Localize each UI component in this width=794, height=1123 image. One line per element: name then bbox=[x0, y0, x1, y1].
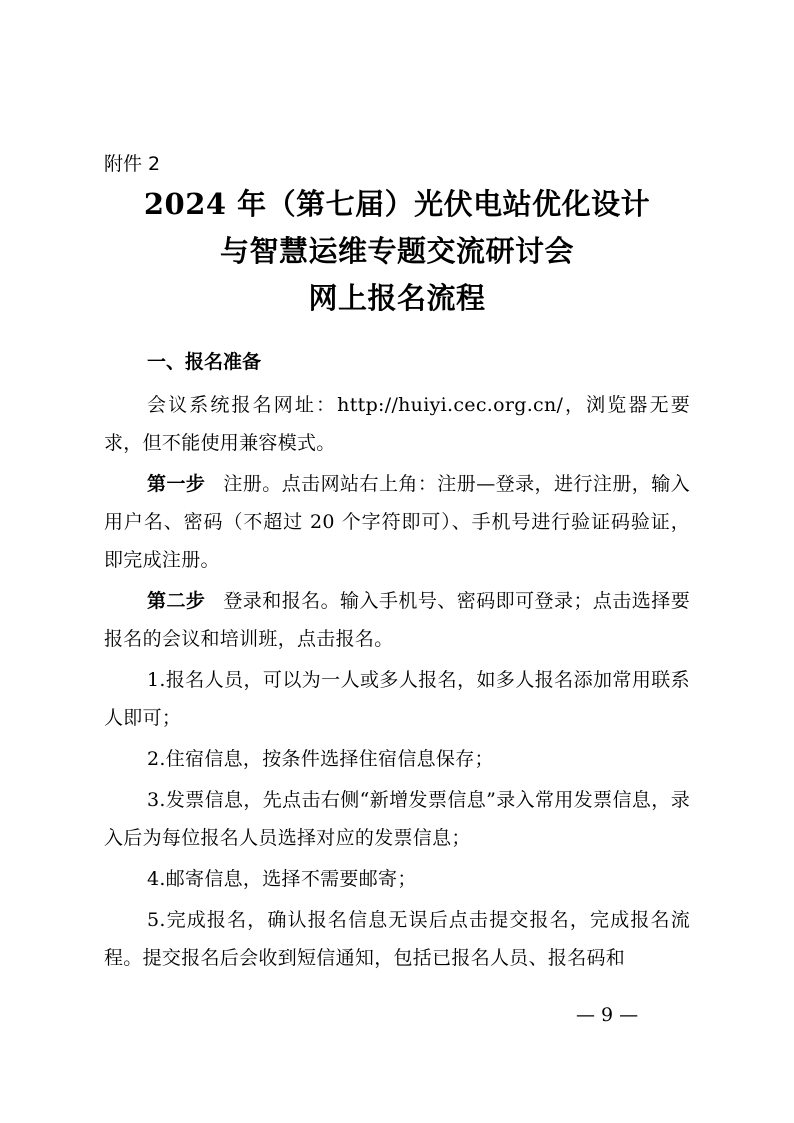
title-line-1: 2024 年（第七届）光伏电站优化设计 bbox=[143, 187, 651, 221]
title-line-2: 与智慧运维专题交流研讨会 bbox=[219, 234, 574, 268]
list-item: 2.住宿信息，按条件选择住宿信息保存； bbox=[147, 748, 494, 770]
title-line-3: 网上报名流程 bbox=[308, 281, 486, 315]
document-body bbox=[104, 386, 690, 980]
registration-url: http://huiyi.cec.org.cn/ bbox=[337, 394, 564, 416]
step-2-text: 登录和报名。输入手机号、密码即可登录；点击选择要报名的会议和培训班，点击报名。 bbox=[104, 590, 691, 650]
step-1-paragraph bbox=[104, 465, 690, 579]
intro-paragraph bbox=[104, 386, 690, 462]
list-item: 4.邮寄信息，选择不需要邮寄； bbox=[147, 868, 417, 890]
step-2-paragraph bbox=[104, 582, 690, 658]
section-heading: 一、报名准备 bbox=[147, 351, 262, 373]
list-item: 3.发票信息，先点击右侧“新增发票信息”录入常用发票信息，录入后为每位报名人员选择对应的发票信息； bbox=[104, 789, 690, 849]
intro-suffix: ，浏览器无要求，但不能使用兼容模式。 bbox=[104, 394, 690, 454]
list-item: 5.完成报名，确认报名信息无误后点击提交报名，完成报名流程。提交报名后会收到短信通知，包括已报名人员、报名码和 bbox=[104, 909, 690, 969]
page-number: — 9 — bbox=[576, 1004, 639, 1026]
list-item: 1.报名人员，可以为一人或多人报名，如多人报名添加常用联系人即可； bbox=[104, 669, 690, 729]
attachment-label: 附件 2 bbox=[104, 153, 161, 175]
step-2-label: 第二步 bbox=[147, 590, 206, 612]
intro-prefix: 会议系统报名网址： bbox=[147, 394, 338, 416]
step-1-label: 第一步 bbox=[147, 473, 206, 495]
step-1-text: 注册。点击网站右上角：注册—登录，进行注册，输入用户名、密码（不超过 20 个字符即可）、手机号进行验证码验证，即完成注册。 bbox=[104, 473, 691, 571]
